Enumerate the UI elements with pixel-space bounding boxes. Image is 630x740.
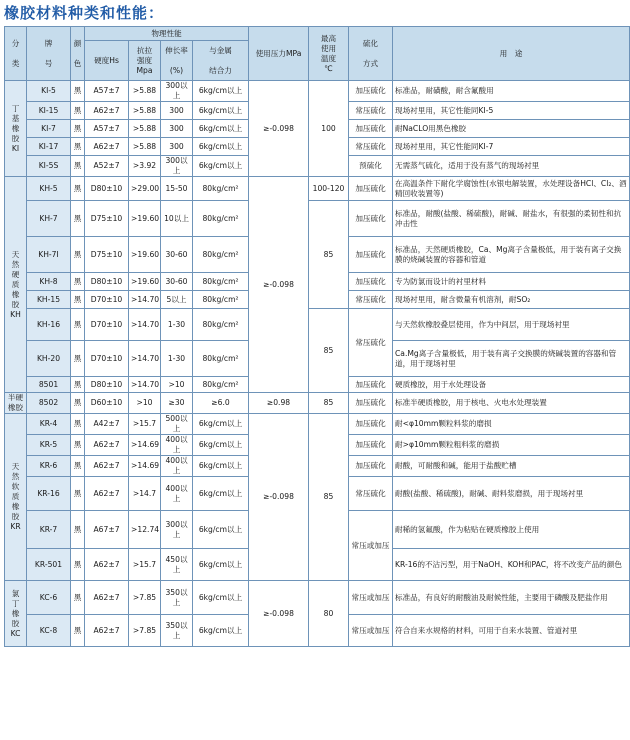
header-category: 分 类 [5, 27, 27, 81]
hardness-cell: A57±7 [85, 120, 129, 138]
adhesion-cell: 6kg/cm以上 [193, 456, 249, 477]
elongation-cell: 500以上 [161, 414, 193, 435]
adhesion-cell: 80kg/cm² [193, 377, 249, 393]
hardness-cell: A62±7 [85, 549, 129, 581]
elongation-cell: 350以上 [161, 581, 193, 615]
grade-cell: KH-7I [27, 237, 71, 273]
grade-cell: KI-5S [27, 156, 71, 177]
category-char: 然 [11, 259, 20, 269]
hardness-cell: A57±7 [85, 81, 129, 102]
header-vulcan: 硫化 方式 [349, 27, 393, 81]
adhesion-cell: 6kg/cm以上 [193, 414, 249, 435]
color-cell: 黑 [71, 309, 85, 341]
usage-cell: 耐稀的氢氟酸，作为粘贴在硬质橡胶上使用 [393, 511, 630, 549]
header-hardness: 硬度Hs [85, 41, 129, 81]
elongation-cell: 300以上 [161, 511, 193, 549]
vulcan-cell: 加压硫化 [349, 201, 393, 237]
category-char: 橡 [11, 123, 20, 133]
color-cell: 黑 [71, 237, 85, 273]
category-char: 然 [11, 472, 20, 481]
elongation-cell: 400以上 [161, 477, 193, 511]
usage-cell: 耐>φ10mm颗粒粗料浆的磨损 [393, 435, 630, 456]
category-char: 质 [11, 279, 20, 289]
category-char: 橡 [11, 289, 20, 299]
grade-cell: KH-8 [27, 273, 71, 291]
table-row [5, 81, 630, 102]
color-cell: 黑 [71, 511, 85, 549]
elongation-cell: 300 [161, 102, 193, 120]
adhesion-cell: 80kg/cm² [193, 273, 249, 291]
hardness-cell: D80±10 [85, 177, 129, 201]
vulcan-cell: 预硫化 [349, 156, 393, 177]
color-cell: 黑 [71, 120, 85, 138]
vulcan-cell: 加压硫化 [349, 81, 393, 102]
tensile-cell: >29.00 [129, 177, 161, 201]
grade-cell: KH-5 [27, 177, 71, 201]
adhesion-cell: 6kg/cm以上 [193, 156, 249, 177]
color-cell: 黑 [71, 456, 85, 477]
temp-cell: 85 [309, 309, 349, 393]
adhesion-cell: 80kg/cm² [193, 177, 249, 201]
category-char: 质 [11, 492, 20, 501]
hardness-cell: A67±7 [85, 511, 129, 549]
header-adhesion: 与金属 结合力 [193, 41, 249, 81]
hardness-cell: A62±7 [85, 435, 129, 456]
elongation-cell: 300以上 [161, 81, 193, 102]
elongation-cell: 350以上 [161, 615, 193, 647]
table-row [5, 581, 630, 615]
temp-cell: 100 [309, 81, 349, 177]
adhesion-cell: 6kg/cm以上 [193, 615, 249, 647]
grade-cell: KI-17 [27, 138, 71, 156]
temp-cell: 80 [309, 581, 349, 647]
tensile-cell: >12.74 [129, 511, 161, 549]
category-label [5, 581, 27, 647]
category-char: KC [10, 628, 21, 638]
vulcan-cell: 加压硫化 [349, 456, 393, 477]
table-row [5, 309, 630, 341]
color-cell: 黑 [71, 138, 85, 156]
category-label [5, 393, 27, 414]
elongation-cell: 1-30 [161, 341, 193, 377]
category-char: KH [10, 309, 21, 319]
hardness-cell: A62±7 [85, 102, 129, 120]
tensile-cell: >14.69 [129, 456, 161, 477]
elongation-cell: ≥30 [161, 393, 193, 414]
tensile-cell: >5.88 [129, 102, 161, 120]
category-label [5, 414, 27, 581]
tensile-cell: >14.70 [129, 377, 161, 393]
header-grade: 牌 号 [27, 27, 71, 81]
adhesion-cell: 6kg/cm以上 [193, 581, 249, 615]
grade-cell: KR-16 [27, 477, 71, 511]
adhesion-cell: 6kg/cm以上 [193, 511, 249, 549]
category-char: 胶 [11, 512, 20, 521]
usage-cell: KR-16的不沾污型，用于NaOH、KOH和PAC，将不改变产品的颜色 [393, 549, 630, 581]
usage-cell: 耐酸(盐酸、稀硫酸)，耐碱、耐料浆磨损，用于现场衬里 [393, 477, 630, 511]
color-cell: 黑 [71, 341, 85, 377]
usage-cell: 耐NaCLO用黑色橡胶 [393, 120, 630, 138]
header-tensile: 抗拉 强度 Mpa [129, 41, 161, 81]
color-cell: 黑 [71, 615, 85, 647]
color-cell: 黑 [71, 81, 85, 102]
usage-cell: 在高温条件下耐化学腐蚀性(水银电解装置，水处理设备HCl、Cl₂、酒精回收装置等) [393, 177, 630, 201]
grade-cell: KI-15 [27, 102, 71, 120]
adhesion-cell: 80kg/cm² [193, 341, 249, 377]
hardness-cell: D70±10 [85, 309, 129, 341]
usage-cell: 无需蒸气硫化，适用于没有蒸气的现场衬里 [393, 156, 630, 177]
grade-cell: KR-501 [27, 549, 71, 581]
grade-cell: KI-5 [27, 81, 71, 102]
category-char: 丁 [11, 103, 20, 113]
vulcan-cell: 加压硫化 [349, 377, 393, 393]
tensile-cell: >3.92 [129, 156, 161, 177]
hardness-cell: A62±7 [85, 581, 129, 615]
adhesion-cell: 80kg/cm² [193, 309, 249, 341]
tensile-cell: >5.88 [129, 81, 161, 102]
color-cell: 黑 [71, 273, 85, 291]
grade-cell: KC-8 [27, 615, 71, 647]
color-cell: 黑 [71, 156, 85, 177]
hardness-cell: A42±7 [85, 414, 129, 435]
page-title: 橡胶材料种类和性能： [4, 4, 165, 22]
vulcan-cell: 加压硫化 [349, 120, 393, 138]
tensile-cell: >19.60 [129, 237, 161, 273]
usage-cell: 硬质橡胶，用于水处理设备 [393, 377, 630, 393]
header-row-1 [5, 27, 630, 41]
elongation-cell: 400以上 [161, 456, 193, 477]
category-char: 胶 [11, 299, 20, 309]
grade-cell: KH-7 [27, 201, 71, 237]
hardness-cell: A62±7 [85, 456, 129, 477]
usage-cell: 现场衬里用，其它性能同KI-5 [393, 102, 630, 120]
adhesion-cell: 80kg/cm² [193, 201, 249, 237]
category-char: 胶 [11, 133, 20, 143]
usage-cell: 与天然软橡胶叠层使用，作为中间层，用于现场衬里 [393, 309, 630, 341]
hardness-cell: D75±10 [85, 201, 129, 237]
elongation-cell: 5以上 [161, 291, 193, 309]
usage-cell: 标准品，天然硬质橡胶，Ca、Mg离子含量极低，用于装有离子交换膜的烧碱装置的容器和管道 [393, 237, 630, 273]
color-cell: 黑 [71, 102, 85, 120]
grade-cell: KR-5 [27, 435, 71, 456]
header-pressure: 使用压力MPa [249, 27, 309, 81]
tensile-cell: >14.69 [129, 435, 161, 456]
usage-cell: 耐<φ10mm颗粒料浆的磨损 [393, 414, 630, 435]
hardness-cell: D70±10 [85, 341, 129, 377]
adhesion-cell: 80kg/cm² [193, 237, 249, 273]
grade-cell: KH-16 [27, 309, 71, 341]
pressure-cell: ≥-0.098 [249, 581, 309, 647]
vulcan-cell: 加压硫化 [349, 393, 393, 414]
usage-cell: 符合自来水规格的材料，可用于自来水装置、管道衬里 [393, 615, 630, 647]
tensile-cell: >15.7 [129, 549, 161, 581]
category-char: 半硬 [7, 393, 24, 402]
elongation-cell: 15-50 [161, 177, 193, 201]
adhesion-cell: 6kg/cm以上 [193, 549, 249, 581]
hardness-cell: D60±10 [85, 393, 129, 414]
adhesion-cell: 80kg/cm² [193, 291, 249, 309]
pressure-cell: ≥-0.098 [249, 414, 309, 581]
adhesion-cell: 6kg/cm以上 [193, 477, 249, 511]
adhesion-cell: ≥6.0 [193, 393, 249, 414]
category-char: 橡 [11, 502, 20, 511]
hardness-cell: D70±10 [85, 291, 129, 309]
category-char: 基 [11, 113, 20, 123]
usage-cell: 耐酸，可耐酸和碱，能用于盐酸贮槽 [393, 456, 630, 477]
grade-cell: KI-7 [27, 120, 71, 138]
vulcan-cell: 常压或加压 [349, 615, 393, 647]
usage-cell: 标准半硬质橡胶，用于核电、火电水处理装置 [393, 393, 630, 414]
adhesion-cell: 6kg/cm以上 [193, 435, 249, 456]
tensile-cell: >7.85 [129, 581, 161, 615]
temp-cell: 85 [309, 201, 349, 309]
temp-cell: 100-120 [309, 177, 349, 201]
tensile-cell: >10 [129, 393, 161, 414]
elongation-cell: 400以上 [161, 435, 193, 456]
color-cell: 黑 [71, 291, 85, 309]
hardness-cell: A62±7 [85, 615, 129, 647]
vulcan-cell: 加压硫化 [349, 177, 393, 201]
tensile-cell: >14.70 [129, 309, 161, 341]
category-label [5, 177, 27, 393]
category-char: 氯 [11, 588, 20, 598]
vulcan-cell: 常压硫化 [349, 291, 393, 309]
usage-cell: Ca.Mg离子含量极低，用于装有离子交换膜的烧碱装置的容器和管道，用于现场衬里 [393, 341, 630, 377]
vulcan-cell: 加压硫化 [349, 414, 393, 435]
table-row [5, 201, 630, 237]
elongation-cell: 30-60 [161, 273, 193, 291]
grade-cell: KH-15 [27, 291, 71, 309]
header-usage: 用 途 [393, 27, 630, 81]
usage-cell: 现场衬里用，耐含微量有机溶剂，耐SO₂ [393, 291, 630, 309]
hardness-cell: A52±7 [85, 156, 129, 177]
tensile-cell: >19.60 [129, 273, 161, 291]
color-cell: 黑 [71, 477, 85, 511]
usage-cell: 标准品，有良好的耐酸油及耐候性能，主要用于磷酸及肥盐作用 [393, 581, 630, 615]
grade-cell: KC-6 [27, 581, 71, 615]
category-char: 橡胶 [7, 403, 24, 412]
color-cell: 黑 [71, 393, 85, 414]
tensile-cell: >7.85 [129, 615, 161, 647]
elongation-cell: >10 [161, 377, 193, 393]
header-physical: 物理性能 [85, 27, 249, 41]
category-char: 橡 [11, 608, 20, 618]
adhesion-cell: 6kg/cm以上 [193, 81, 249, 102]
vulcan-cell: 常压硫化 [349, 102, 393, 120]
usage-cell: 专为防氯而设计的衬里材料 [393, 273, 630, 291]
category-char: 天 [11, 249, 20, 259]
usage-cell: 标准品，耐磺酸，耐含氟酸用 [393, 81, 630, 102]
elongation-cell: 10以上 [161, 201, 193, 237]
vulcan-cell: 加压硫化 [349, 435, 393, 456]
tensile-cell: >19.60 [129, 201, 161, 237]
elongation-cell: 300 [161, 120, 193, 138]
header-elongation: 伸长率 (%) [161, 41, 193, 81]
grade-cell: 8502 [27, 393, 71, 414]
category-char: 胶 [11, 618, 20, 628]
elongation-cell: 30-60 [161, 237, 193, 273]
usage-cell: 标准品，耐酸(盐酸、稀硫酸)，耐碱、耐盐水，有很强的柔韧性和抗冲击性 [393, 201, 630, 237]
hardness-cell: D80±10 [85, 377, 129, 393]
tensile-cell: >5.88 [129, 138, 161, 156]
hardness-cell: A62±7 [85, 477, 129, 511]
tensile-cell: >15.7 [129, 414, 161, 435]
category-char: 软 [11, 482, 20, 491]
table-row [5, 177, 630, 201]
vulcan-cell: 常压硫化 [349, 138, 393, 156]
pressure-cell: ≥0.98 [249, 393, 309, 414]
usage-cell: 现场衬里用，其它性能同KI-7 [393, 138, 630, 156]
color-cell: 黑 [71, 435, 85, 456]
tensile-cell: >14.70 [129, 341, 161, 377]
vulcan-cell: 常压或加压 [349, 511, 393, 581]
tensile-cell: >14.7 [129, 477, 161, 511]
header-temp: 最高 使用 温度 ℃ [309, 27, 349, 81]
color-cell: 黑 [71, 549, 85, 581]
temp-cell: 85 [309, 393, 349, 414]
grade-cell: KH-20 [27, 341, 71, 377]
elongation-cell: 1-30 [161, 309, 193, 341]
vulcan-cell: 加压硫化 [349, 237, 393, 273]
header-color: 颜 色 [71, 27, 85, 81]
hardness-cell: A62±7 [85, 138, 129, 156]
grade-cell: KR-6 [27, 456, 71, 477]
table-row [5, 414, 630, 435]
vulcan-cell: 常压硫化 [349, 477, 393, 511]
category-char: KR [10, 522, 21, 531]
elongation-cell: 300以上 [161, 156, 193, 177]
color-cell: 黑 [71, 414, 85, 435]
pressure-cell: ≥-0.098 [249, 177, 309, 393]
rubber-table-wrapper [4, 26, 627, 647]
adhesion-cell: 6kg/cm以上 [193, 120, 249, 138]
grade-cell: KR-7 [27, 511, 71, 549]
pressure-cell: ≥-0.098 [249, 81, 309, 177]
grade-cell: KR-4 [27, 414, 71, 435]
color-cell: 黑 [71, 581, 85, 615]
category-char: 天 [11, 462, 20, 471]
hardness-cell: D75±10 [85, 237, 129, 273]
category-char: KI [11, 143, 20, 153]
adhesion-cell: 6kg/cm以上 [193, 138, 249, 156]
rubber-materials-table [4, 26, 630, 647]
elongation-cell: 300 [161, 138, 193, 156]
elongation-cell: 450以上 [161, 549, 193, 581]
category-char: 硬 [11, 269, 20, 279]
vulcan-cell: 常压硫化 [349, 309, 393, 377]
vulcan-cell: 常压或加压 [349, 581, 393, 615]
tensile-cell: >5.88 [129, 120, 161, 138]
tensile-cell: >14.70 [129, 291, 161, 309]
table-row [5, 393, 630, 414]
color-cell: 黑 [71, 201, 85, 237]
category-label [5, 81, 27, 177]
category-char: 丁 [11, 598, 20, 608]
temp-cell: 85 [309, 414, 349, 581]
color-cell: 黑 [71, 177, 85, 201]
grade-cell: 8501 [27, 377, 71, 393]
color-cell: 黑 [71, 377, 85, 393]
hardness-cell: D80±10 [85, 273, 129, 291]
adhesion-cell: 6kg/cm以上 [193, 102, 249, 120]
vulcan-cell: 加压硫化 [349, 273, 393, 291]
